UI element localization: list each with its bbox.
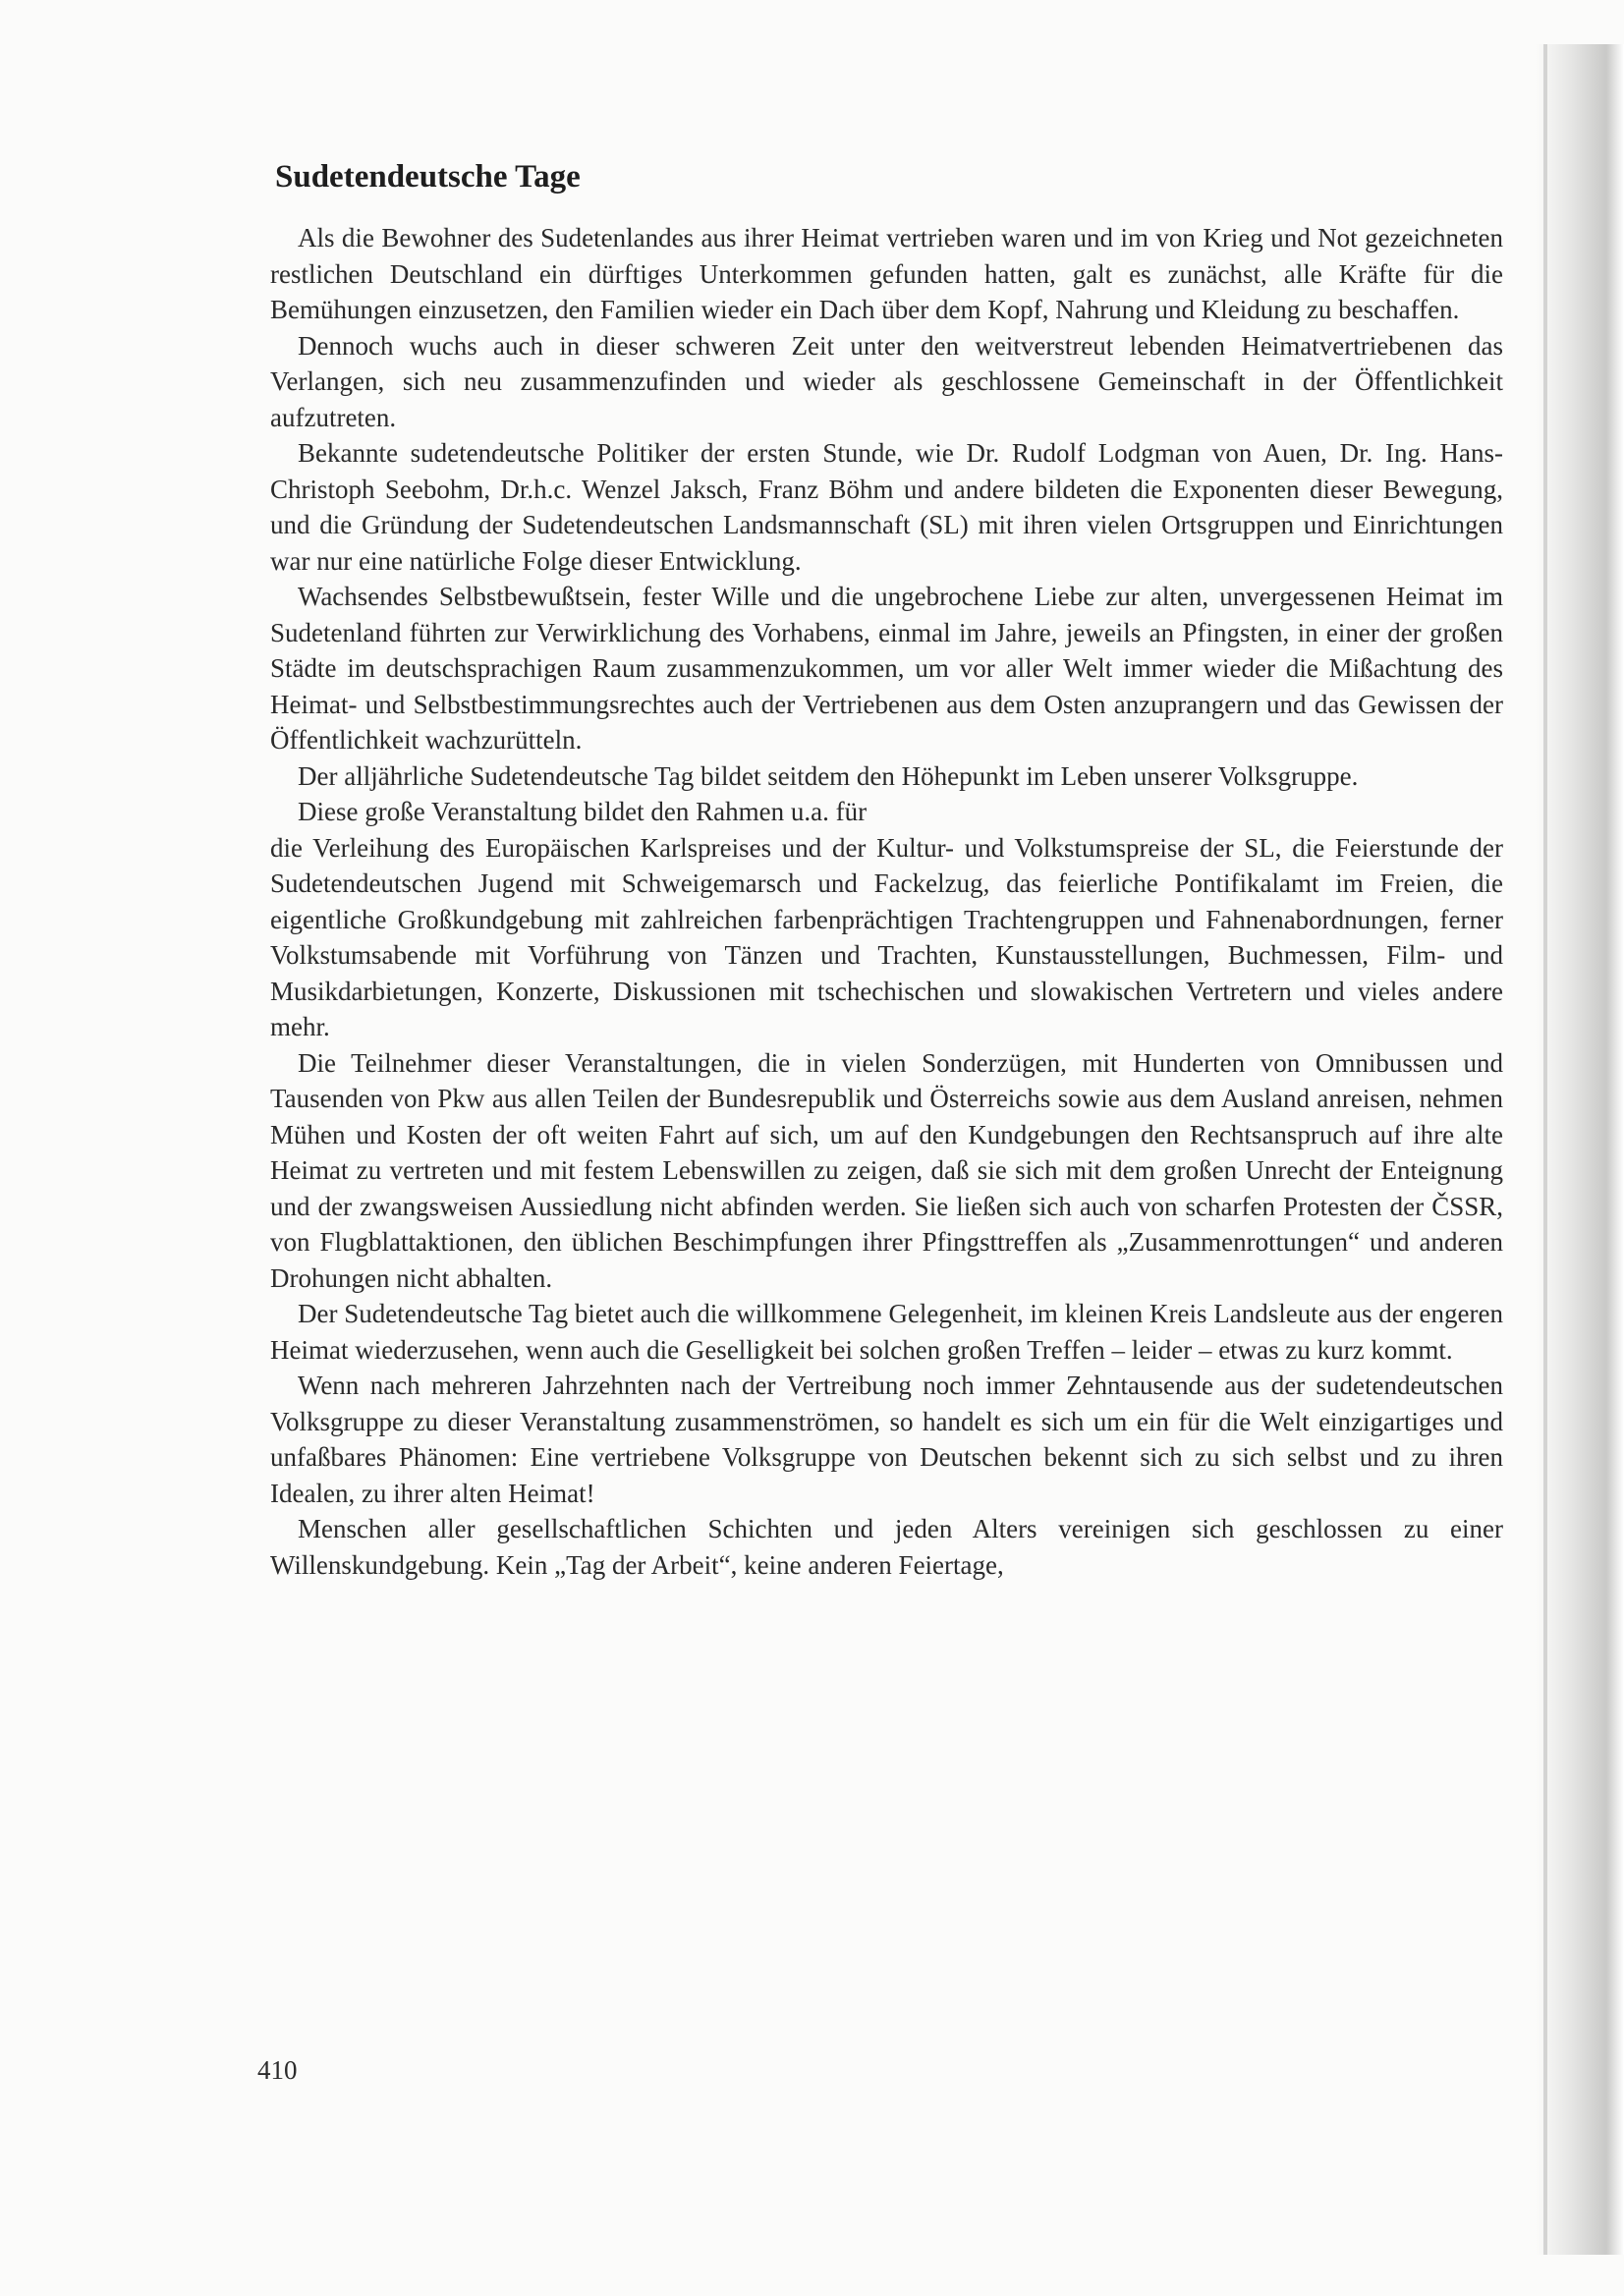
page-edge <box>1543 44 1547 2255</box>
section-title: Sudetendeutsche Tage <box>275 159 581 195</box>
paragraph-11: Menschen aller gesellschaftlichen Schichten und jeden Alters vereinigen sich geschlossen zu einer Willenskundgebung. Kein „Tag der Arbeit“, keine anderen Feiertage, <box>270 1514 1503 1580</box>
paragraph-2: Dennoch wuchs auch in dieser schweren Zeit unter den weitverstreut lebenden Heimatvertriebenen das Verlangen, sich neu zusammenzufinden und wieder als geschlossene Gemeinschaft in der Öffentlichkeit aufzutreten. <box>270 330 1503 432</box>
paragraph-4: Wachsendes Selbstbewußtsein, fester Wille und die ungebrochene Liebe zur alten, unvergessenen Heimat im Sudetenland führten zur Verwirklichung des Vorhabens, einmal im Jahre, jeweils an Pfingsten, in einer der großen Städte im deutschsprachigen Raum zusammenzukommen, um vor aller Welt immer wieder die Mißachtung des Heimat- und Selbstbestimmungsrechtes auch der Vertriebenen aus dem Osten anzuprangern und das Gewissen der Öffentlichkeit wachzurütteln. <box>270 582 1503 755</box>
paragraph-9: Der Sudetendeutsche Tag bietet auch die willkommene Gelegenheit, im kleinen Kreis Landsleute aus der engeren Heimat wiederzusehen, wenn auch die Geselligkeit bei solchen großen Treffen – leider – etwas zu kurz kommt. <box>270 1299 1503 1365</box>
paragraph-5: Der alljährliche Sudetendeutsche Tag bildet seitdem den Höhepunkt im Leben unserer Volksgruppe. <box>298 760 1359 791</box>
paragraph-10: Wenn nach mehreren Jahrzehnten nach der Vertreibung noch immer Zehntausende aus der sudetendeutschen Volksgruppe zu dieser Veranstaltung zusammenströmen, so handelt es sich um ein für die Welt einzigartiges und unfaßbares Phänomen: Eine vertriebene Volksgruppe von Deutschen bekennt sich zu sich selbst und zu ihren Idealen, zu ihrer alten Heimat! <box>270 1371 1503 1508</box>
page-content <box>270 157 1503 1583</box>
paragraph-8: Die Teilnehmer dieser Veranstaltungen, die in vielen Sonderzügen, mit Hunderten von Omnibussen und Tausenden von Pkw aus allen Teilen der Bundesrepublik und Österreichs sowie aus dem Ausland anreisen, nehmen Mühen und Kosten der oft weiten Fahrt auf sich, um auf den Kundgebungen den Rechtsanspruch auf ihre alte Heimat zu vertreten und mit festem Lebenswillen zu zeigen, daß sie sich mit dem großen Unrecht der Enteignung und der zwangsweisen Aussiedlung nicht abfinden werden. Sie ließen sich auch von scharfen Protesten der ČSSR, von Flugblattaktionen, den üblichen Beschimpfungen ihrer Pfingsttreffen als „Zusammenrottungen“ und anderen Drohungen nicht abhalten. <box>270 1047 1503 1293</box>
paragraph-7: die Verleihung des Europäischen Karlspreises und der Kultur- und Volkstumspreise der SL, die Feierstunde der Sudetendeutschen Jugend mit Schweigemarsch und Fackelzug, das feierliche Pontifikalamt im Freien, die eigentliche Großkundgebung mit zahlreichen farbenprächtigen Trachtengruppen und Fahnenabordnungen, ferner Volkstumsabende mit Vorführung von Tänzen und Trachten, Kunstausstellungen, Buchmessen, Film- und Musikdarbietungen, Konzerte, Diskussionen mit tschechischen und slowakischen Vertretern und vieles andere mehr. <box>270 832 1503 1041</box>
paragraph-6: Diese große Veranstaltung bildet den Rahmen u.a. für <box>298 797 868 826</box>
page-number: 410 <box>257 2055 298 2085</box>
page-gutter-shadow <box>1536 44 1624 2255</box>
paragraph-3: Bekannte sudetendeutsche Politiker der ersten Stunde, wie Dr. Rudolf Lodgman von Auen, Dr. Ing. Hans-Christoph Seebohm, Dr.h.c. Wenzel Jaksch, Franz Böhm und andere bildeten die Exponenten dieser Bewegung, und die Gründung der Sudetendeutschen Landsmannschaft (SL) mit ihren vielen Ortsgruppen und Einrichtungen war nur eine natürliche Folge dieser Entwicklung. <box>270 438 1503 576</box>
paragraph-1: Als die Bewohner des Sudetenlandes aus ihrer Heimat vertrieben waren und im von Krieg und Not gezeichneten restlichen Deutschland ein dürftiges Unterkommen gefunden hatten, galt es zunächst, alle Kräfte für die Bemühungen einzusetzen, den Familien wieder ein Dach über dem Kopf, Nahrung und Kleidung zu beschaffen. <box>270 223 1503 324</box>
